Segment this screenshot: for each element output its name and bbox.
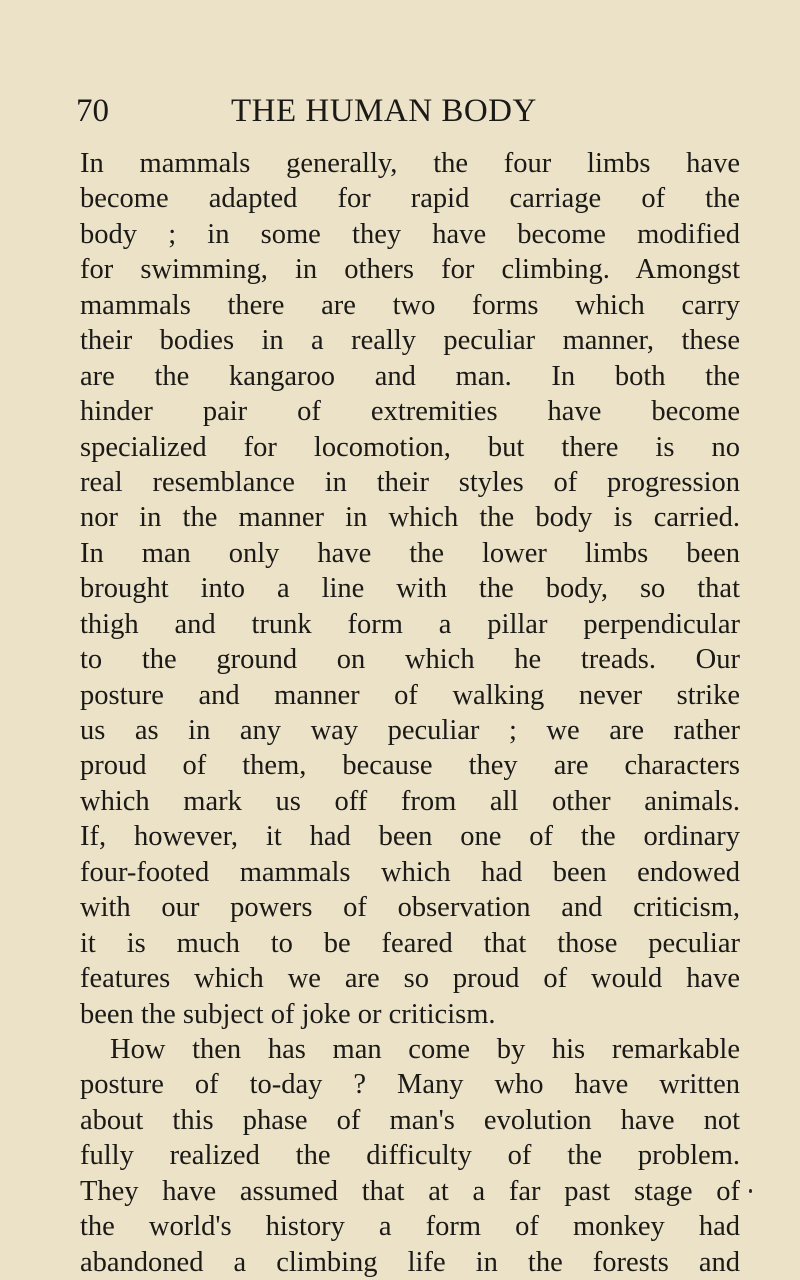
text-line: body ; in some they have become modified	[80, 218, 740, 250]
text-line: are the kangaroo and man. In both the	[80, 360, 740, 392]
text-line: thigh and trunk form a pillar perpendicular	[80, 608, 740, 640]
text-line: with our powers of observation and criticism,	[80, 892, 740, 924]
text-line: us as in any way peculiar ; we are rather	[80, 715, 740, 746]
text-line: brought into a line with the body, so that	[80, 573, 740, 605]
text-line: four-footed mammals which had been endowed	[80, 856, 740, 888]
text-line: In mammals generally, the four limbs have	[80, 148, 740, 179]
text-line: If, however, it had been one of the ordinary	[80, 821, 740, 853]
body-text	[80, 146, 740, 1280]
ink-speck	[749, 1189, 752, 1193]
text-line: hinder pair of extremities have become	[80, 396, 740, 428]
text-line: which mark us off from all other animals.	[80, 785, 740, 817]
text-line: for swimming, in others for climbing. Amongst	[80, 254, 740, 286]
page-number: 70	[76, 93, 109, 129]
text-line: become adapted for rapid carriage of the	[80, 183, 740, 215]
text-line: abandoned a climbing life in the forests and	[80, 1246, 740, 1278]
text-line: to the ground on which he treads. Our	[80, 644, 740, 676]
text-line: In man only have the lower limbs been	[80, 537, 740, 569]
text-line: real resemblance in their styles of progression	[80, 466, 740, 498]
text-line: nor in the manner in which the body is carried.	[80, 502, 740, 534]
text-line: it is much to be feared that those peculiar	[80, 927, 740, 959]
running-title: THE HUMAN BODY	[231, 93, 537, 129]
text-line: about this phase of man's evolution have not	[80, 1104, 740, 1136]
text-line: the world's history a form of monkey had	[80, 1211, 740, 1243]
page-header	[76, 88, 726, 134]
text-line: their bodies in a really peculiar manner, these	[80, 325, 740, 357]
text-line: How then has man come by his remarkable	[110, 1033, 740, 1065]
text-line: posture and manner of walking never strike	[80, 679, 740, 711]
text-line: been the subject of joke or criticism.	[80, 998, 496, 1030]
text-line: fully realized the difficulty of the problem.	[80, 1140, 740, 1172]
text-line: features which we are so proud of would have	[80, 963, 740, 995]
text-line: posture of to-day ? Many who have written	[80, 1069, 740, 1101]
text-line: proud of them, because they are characters	[80, 750, 740, 782]
text-line: specialized for locomotion, but there is no	[80, 431, 740, 463]
text-line: They have assumed that at a far past stage of	[80, 1175, 740, 1207]
text-line: mammals there are two forms which carry	[80, 289, 740, 321]
